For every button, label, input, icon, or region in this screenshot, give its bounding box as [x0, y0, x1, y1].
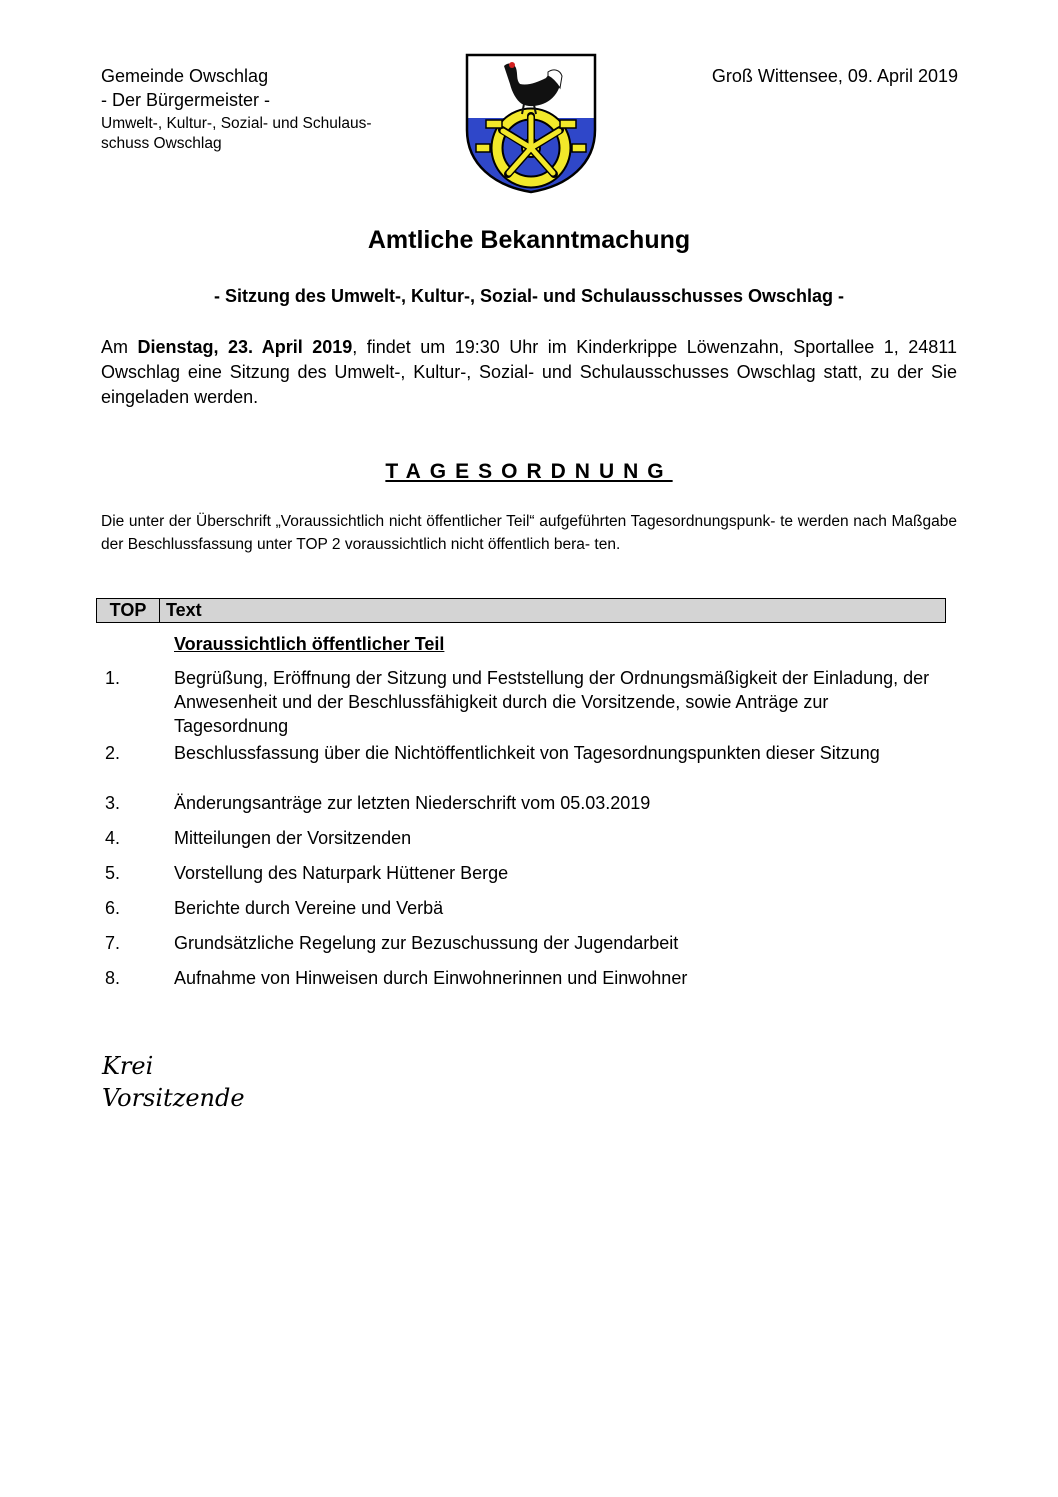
agenda-text: Grundsätzliche Regelung zur Bezuschussung der Jugendarbeit: [174, 933, 679, 953]
table-row: [101, 664, 941, 741]
sender-municipality: Gemeinde Owschlag: [101, 66, 269, 86]
table-row: [101, 896, 941, 931]
agenda-note: Die unter der Überschrift „Voraussichtlich nicht öffentlicher Teil“ aufgeführten Tagesordnungspunk- te werden nach Maßgabe der Beschlussfassung unter TOP 2 voraussichtlich nicht öffentlich bera- ten.: [101, 513, 957, 553]
section-row: [101, 628, 941, 664]
document-title: Amtliche Bekanntmachung: [367, 226, 691, 254]
agenda-text: Mitteilungen der Vorsitzenden: [174, 828, 412, 848]
sender-committee-line1: Umwelt-, Kultur-, Sozial- und Schulaus-: [101, 115, 372, 132]
coat-of-arms-icon: [464, 52, 598, 194]
column-header-top: TOP: [97, 599, 160, 623]
agenda-number: 6.: [105, 898, 121, 918]
intro-rest: , findet um 19:30 Uhr im Kinderkrippe Löwenzahn, Sportallee 1, 24811 Owschlag eine Sitzung des Umwelt-, Kultur-, Sozial- und Schulausschusses Owschlag statt, zu der Sie eingeladen werden.: [101, 337, 957, 407]
intro-paragraph: [101, 335, 957, 410]
place-date: Groß Wittensee, 09. April 2019: [711, 66, 958, 86]
table-row: [101, 791, 941, 826]
agenda-rows: [101, 628, 941, 1001]
intro-prefix: Am: [101, 337, 138, 357]
sender-block: [101, 64, 372, 154]
agenda-number: 4.: [105, 828, 121, 848]
agenda-number: 1.: [105, 668, 121, 688]
column-header-text: Text: [160, 599, 946, 623]
agenda-text: Begrüßung, Eröffnung der Sitzung und Feststellung der Ordnungsmäßigkeit der Einladung, der Anwesenheit und der Beschlussfähigkeit durch die Vorsitzende, sowie Anträge zur Tagesordnung: [174, 668, 930, 736]
sender-committee-line2: schuss Owschlag: [101, 135, 222, 152]
meeting-date: Dienstag, 23. April 2019: [137, 337, 353, 357]
table-row: [101, 931, 941, 966]
table-row: [101, 741, 941, 791]
document-subtitle: - Sitzung des Umwelt-, Kultur-, Sozial- und Schulausschusses Owschlag -: [213, 286, 845, 306]
agenda-text: Aufnahme von Hinweisen durch Einwohnerinnen und Einwohner: [174, 968, 688, 988]
table-row: [101, 826, 941, 861]
sender-role: - Der Bürgermeister -: [101, 90, 271, 110]
table-row: [101, 966, 941, 1001]
agenda-number: 7.: [105, 933, 121, 953]
signature-name: Krei: [102, 1052, 154, 1080]
agenda-table-header: [96, 598, 946, 623]
section-label-public: Voraussichtlich öffentlicher Teil: [174, 634, 445, 654]
signature-block: [102, 1050, 245, 1114]
signature-role: Vorsitzende: [102, 1084, 245, 1112]
agenda-number: 2.: [105, 743, 121, 763]
agenda-number: 3.: [105, 793, 121, 813]
agenda-text: Beschlussfassung über die Nichtöffentlichkeit von Tagesordnungspunkten dieser Sitzung: [174, 743, 880, 763]
agenda-number: 5.: [105, 863, 121, 883]
table-row: [101, 861, 941, 896]
agenda-number: 8.: [105, 968, 121, 988]
agenda-heading: TAGESORDNUNG: [385, 460, 673, 483]
agenda-text: Vorstellung des Naturpark Hüttener Berge: [174, 863, 509, 883]
agenda-text: Berichte durch Vereine und Verbä: [174, 898, 444, 918]
agenda-text: Änderungsanträge zur letzten Niederschrift vom 05.03.2019: [174, 793, 651, 813]
